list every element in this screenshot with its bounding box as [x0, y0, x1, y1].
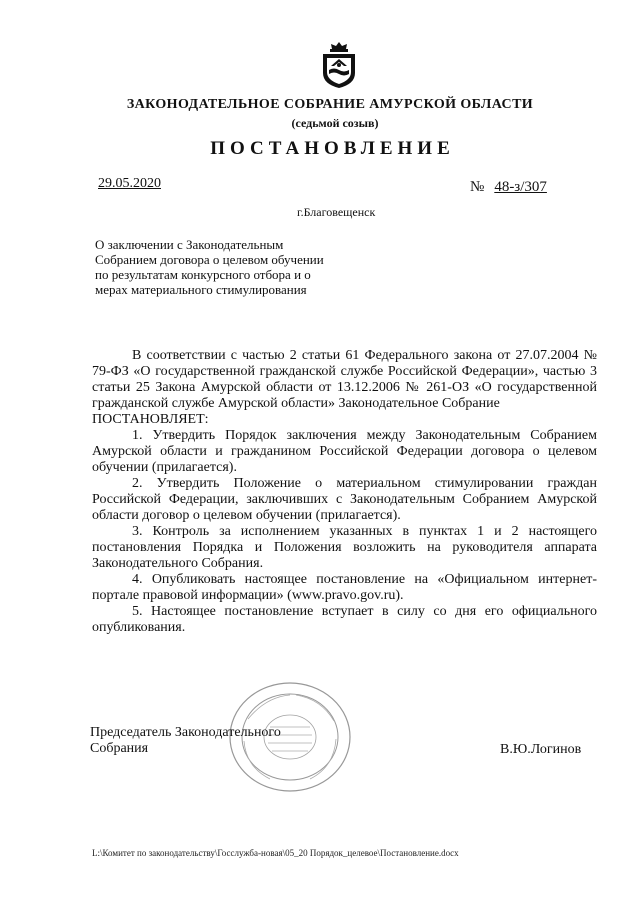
number-sign: №: [470, 179, 485, 195]
organization-title: ЗАКОНОДАТЕЛЬНОЕ СОБРАНИЕ АМУРСКОЙ ОБЛАСТИ: [126, 97, 534, 112]
resolution-item-1: 1. Утвердить Порядок заключения между Законодательным Собранием Амурской области и гражданином Российской Федерации договора о целевом обучении (прилагается).: [92, 428, 597, 475]
document-subject: О заключении с Законодательным Собранием договора о целевом обучении по результатам конкурсного отбора и о мерах материального стимулирования: [95, 237, 324, 297]
resolution-item-2: 2. Утвердить Положение о материальном стимулировании граждан Российской Федерации, заключивших с Законодательным Собранием Амурской области договор о целевом обучении (прилагается).: [92, 476, 597, 523]
resolution-item-5: 5. Настоящее постановление вступает в силу со дня его официального опубликования.: [92, 604, 597, 635]
signatory-role: [90, 725, 281, 757]
document-body: [92, 348, 597, 636]
signatory-name: В.Ю.Логинов: [500, 742, 582, 757]
document-date: 29.05.2020: [98, 176, 161, 191]
document-city: г.Благовещенск: [297, 205, 376, 219]
document-number: [470, 179, 547, 196]
resolution-item-3: 3. Контроль за исполнением указанных в пунктах 1 и 2 настоящего постановления Порядка и Положения возложить на руководителя аппарата Законодательного Собрания.: [92, 524, 597, 571]
amur-coat-of-arms-icon: [319, 40, 359, 90]
document-type-heading: ПОСТАНОВЛЕНИЕ: [210, 138, 455, 159]
number-value: 48-з/307: [494, 179, 547, 195]
resolves-heading: ПОСТАНОВЛЯЕТ:: [92, 412, 209, 427]
file-path-footer: L:\Комитет по законодательству\Госслужба-новая\05_20 Порядок_целевое\Постановление.docx: [92, 848, 459, 858]
convocation-label: (седьмой созыв): [291, 116, 379, 130]
resolution-item-4: 4. Опубликовать настоящее постановление на «Официальном интернет-портале правовой информации» (www.pravo.gov.ru).: [92, 572, 597, 603]
signatory-role-line-2: Собрания: [90, 741, 149, 756]
preamble-paragraph: В соответствии с частью 2 статьи 61 Федерального закона от 27.07.2004 № 79-ФЗ «О государственной гражданской службе Российской Федерации», частью 3 статьи 25 Закона Амурской области от 13.12.2006 № 261-ОЗ «О государственной гражданской службе Амурской области» Законодательное Собрание: [92, 348, 597, 411]
signatory-role-line-1: Председатель Законодательного: [90, 725, 281, 740]
